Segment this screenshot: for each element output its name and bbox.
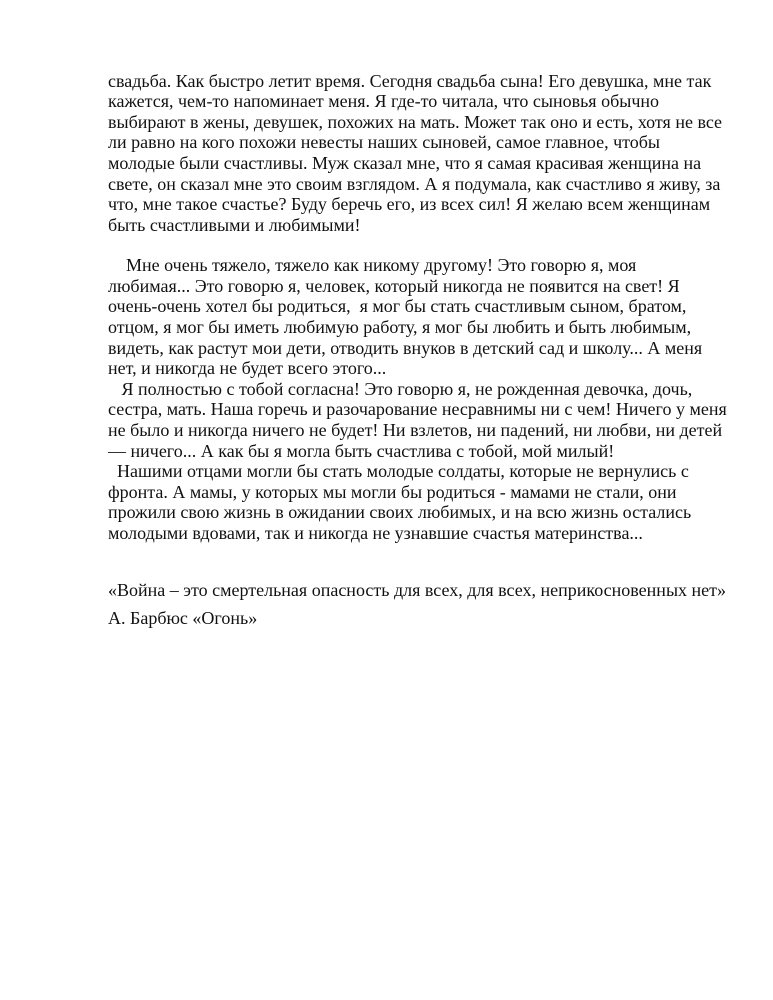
text-line: Мне очень тяжело, тяжело как никому другому! Это говорю я, моя (108, 255, 637, 276)
epigraph-quote (108, 580, 748, 601)
text-line: выбирают в жены, девушек, похожих на мать. Может так оно и есть, хотя не все (108, 111, 723, 132)
text-line: молодыми вдовами, так и никогда не узнавшие счастья материнства... (108, 523, 643, 544)
paragraph-wedding (108, 71, 748, 236)
text-line: Нашими отцами могли бы стать молодые солдаты, которые не вернулись с (108, 461, 689, 482)
text-line: сестра, мать. Наша горечь и разочарование несравнимы ни с чем! Ничего у меня (108, 399, 727, 420)
text-line: фронта. А мамы, у которых мы могли бы родиться - мамами не стали, они (108, 481, 677, 502)
text-line: Я полностью с тобой согласна! Это говорю я, не рожденная девочка, дочь, (108, 378, 693, 399)
text-line: свадьба. Как быстро летит время. Сегодня свадьба сына! Его девушка, мне так (108, 70, 712, 91)
text-line: любимая... Это говорю я, человек, который никогда не появится на свет! Я (108, 275, 680, 296)
text-line: что, мне такое счастье? Буду беречь его, из всех сил! Я желаю всем женщинам (108, 194, 711, 215)
quote-text: «Война – это смертельная опасность для всех, для всех, неприкосновенных нет» (108, 579, 727, 600)
text-line: свете, он сказал мне это своим взглядом. А я подумала, как счастливо я живу, за (108, 173, 721, 194)
text-line: ли равно на кого похожи невесты наших сыновей, самое главное, чтобы (108, 132, 661, 153)
text-line: — ничего... А как бы я могла быть счастлива с тобой, мой милый! (108, 440, 615, 461)
text-line: не было и никогда ничего не будет! Ни взлетов, ни падений, ни любви, ни детей (108, 420, 723, 441)
text-line: молодые были счастливы. Муж сказал мне, что я самая красивая женщина на (108, 152, 702, 173)
paragraph-unborn (108, 255, 748, 543)
text-line: прожили свою жизнь в ожидании своих любимых, и на всю жизнь остались (108, 502, 692, 523)
text-line: видеть, как растут мои дети, отводить внуков в детский сад и школу... А меня (108, 337, 703, 358)
text-line: очень-очень хотел бы родиться, я мог бы стать счастливым сыном, братом, (108, 296, 687, 317)
text-line: кажется, чем-то напоминает меня. Я где-то читала, что сыновья обычно (108, 91, 660, 112)
quote-attribution (108, 608, 748, 629)
text-line: быть счастливыми и любимыми! (108, 214, 361, 235)
text-line: отцом, я мог бы иметь любимую работу, я мог бы любить и быть любимым, (108, 317, 692, 338)
text-line: нет, и никогда не будет всего этого... (108, 358, 387, 379)
author-text: А. Барбюс «Огонь» (108, 607, 258, 628)
